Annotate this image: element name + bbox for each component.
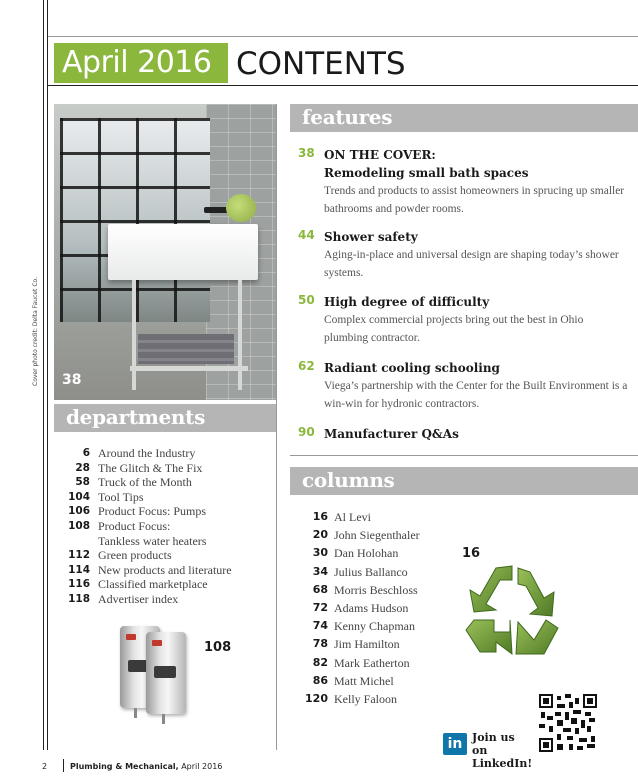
page-title: CONTENTS xyxy=(236,46,406,82)
item-label: Julius Ballanco xyxy=(334,564,408,579)
water-heater-image xyxy=(146,632,186,714)
item-label: Around the Industry xyxy=(98,446,196,460)
item-label: Matt Michel xyxy=(334,673,394,688)
header-rule xyxy=(48,85,638,86)
feature-page: 50 xyxy=(298,293,315,307)
feature-item[interactable] xyxy=(298,228,628,282)
item-page: 30 xyxy=(312,546,328,560)
list-item[interactable] xyxy=(294,508,474,526)
features-heading: features xyxy=(290,104,638,132)
list-item[interactable] xyxy=(294,654,474,672)
faucet-image xyxy=(204,207,228,213)
photo-credit: Cover photo credit: Delta Faucet Co. xyxy=(32,277,39,386)
item-page: 72 xyxy=(312,600,328,614)
left-rule-outer xyxy=(43,0,44,750)
list-item[interactable] xyxy=(56,577,276,592)
feature-title-line2: Remodeling small bath spaces xyxy=(324,166,529,180)
linkedin-link[interactable] xyxy=(472,731,532,770)
item-label: Tankless water heaters xyxy=(98,533,207,548)
towels-image xyxy=(138,334,234,364)
list-item[interactable] xyxy=(294,690,474,708)
feature-description: Complex commercial projects bring out the best in Ohio plumbing contractor. xyxy=(324,314,584,344)
item-page: 106 xyxy=(68,505,90,518)
list-item[interactable] xyxy=(56,592,276,607)
columns-heading: columns xyxy=(290,467,638,495)
plant-image xyxy=(226,194,256,222)
feature-page: 62 xyxy=(298,359,315,373)
item-label: Jim Hamilton xyxy=(334,637,400,652)
list-item[interactable] xyxy=(294,563,474,581)
list-item[interactable] xyxy=(56,519,276,534)
list-item[interactable] xyxy=(56,563,276,578)
list-item[interactable] xyxy=(56,446,276,461)
feature-title: High degree of difficulty xyxy=(324,295,490,309)
list-item[interactable] xyxy=(56,504,276,519)
item-page: 114 xyxy=(68,563,90,576)
recycle-icon xyxy=(456,558,568,666)
item-page: 112 xyxy=(68,549,90,562)
shelf-image xyxy=(130,366,248,371)
linkedin-icon[interactable]: in xyxy=(443,733,467,755)
qr-code-icon[interactable] xyxy=(539,694,597,752)
item-label: Advertiser index xyxy=(98,591,179,606)
list-item[interactable] xyxy=(294,672,474,690)
item-page: 20 xyxy=(312,528,328,542)
item-label: Dan Holohan xyxy=(334,546,399,561)
heater-page-number: 108 xyxy=(204,640,232,655)
item-page: 82 xyxy=(312,655,328,669)
list-item[interactable] xyxy=(294,544,474,562)
feature-title: Radiant cooling schooling xyxy=(324,361,500,375)
list-item[interactable] xyxy=(294,617,474,635)
list-item-continuation[interactable] xyxy=(56,534,276,549)
sink-image xyxy=(108,224,258,280)
item-page: 16 xyxy=(312,510,328,523)
feature-item[interactable] xyxy=(298,293,628,347)
feature-title: Shower safety xyxy=(324,230,418,244)
item-page: 86 xyxy=(312,673,328,687)
list-item[interactable] xyxy=(56,475,276,490)
item-label: Adams Hudson xyxy=(334,600,409,615)
cover-page-number: 38 xyxy=(62,372,82,388)
feature-description: Viega’s partnership with the Center for the Built Environment is a win-win for hydronic contractors. xyxy=(324,380,628,410)
center-rule xyxy=(276,104,277,750)
magazine-name: Plumbing & Mechanical, xyxy=(70,762,179,771)
feature-page: 44 xyxy=(298,228,315,242)
item-page: 104 xyxy=(68,490,90,503)
footer-issue: April 2016 xyxy=(181,762,223,771)
linkedin-line2: LinkedIn! xyxy=(472,757,533,770)
item-label: The Glitch & The Fix xyxy=(98,460,203,475)
item-page: 6 xyxy=(82,447,90,459)
item-page: 108 xyxy=(68,519,90,532)
item-label: John Siegenthaler xyxy=(334,528,420,543)
issue-date: April 2016 xyxy=(54,43,228,83)
item-page: 120 xyxy=(305,691,328,705)
columns-list xyxy=(294,508,474,708)
list-item[interactable] xyxy=(56,461,276,476)
list-item[interactable] xyxy=(294,581,474,599)
feature-item[interactable] xyxy=(298,359,628,413)
item-label: Green products xyxy=(98,548,172,563)
feature-description: Aging-in-place and universal design are shaping today’s shower systems. xyxy=(324,249,619,279)
footer-divider xyxy=(63,759,64,772)
feature-title: Manufacturer Q&As xyxy=(324,427,459,441)
list-item[interactable] xyxy=(294,526,474,544)
departments-heading: departments xyxy=(54,404,276,432)
departments-list xyxy=(56,446,276,607)
list-item[interactable] xyxy=(56,548,276,563)
item-page: 116 xyxy=(68,578,90,591)
item-label: New products and literature xyxy=(98,562,232,577)
item-page: 28 xyxy=(75,461,90,474)
item-page: 58 xyxy=(75,476,90,489)
item-label: Kenny Chapman xyxy=(334,619,415,634)
list-item[interactable] xyxy=(56,490,276,505)
item-page: 68 xyxy=(312,582,328,596)
feature-page: 90 xyxy=(298,425,315,439)
item-page: 118 xyxy=(68,592,90,605)
item-label: Al Levi xyxy=(334,510,371,524)
features-bottom-rule xyxy=(290,455,638,456)
item-label: Product Focus: xyxy=(98,518,171,533)
page-number: 2 xyxy=(42,762,48,771)
recycle-page-number: 16 xyxy=(462,546,481,561)
item-page: 78 xyxy=(312,637,328,651)
item-label: Product Focus: Pumps xyxy=(98,504,207,519)
feature-description: Trends and products to assist homeowners in sprucing up smaller bathrooms and powder rooms. xyxy=(324,185,625,215)
footer-magazine-title xyxy=(70,762,222,771)
item-label: Tool Tips xyxy=(98,489,144,504)
feature-item[interactable] xyxy=(298,425,628,443)
item-page: 34 xyxy=(312,564,328,578)
feature-page: 38 xyxy=(298,146,315,160)
heater-pipe xyxy=(134,708,137,718)
item-label: Kelly Faloon xyxy=(334,691,397,706)
item-label: Classified marketplace xyxy=(98,577,208,592)
heater-pipe xyxy=(162,714,165,724)
list-item[interactable] xyxy=(294,635,474,653)
linkedin-line1: Join us on xyxy=(472,731,515,757)
item-label: Mark Eatherton xyxy=(334,655,410,670)
item-page: 74 xyxy=(312,619,328,633)
list-item[interactable] xyxy=(294,599,474,617)
feature-item[interactable] xyxy=(298,146,628,218)
cover-photo xyxy=(54,104,276,400)
item-label: Truck of the Month xyxy=(98,475,192,490)
feature-title: ON THE COVER: xyxy=(324,148,436,162)
left-rule-inner xyxy=(47,0,48,750)
item-label: Morris Beschloss xyxy=(334,582,418,597)
top-rule xyxy=(48,36,638,37)
